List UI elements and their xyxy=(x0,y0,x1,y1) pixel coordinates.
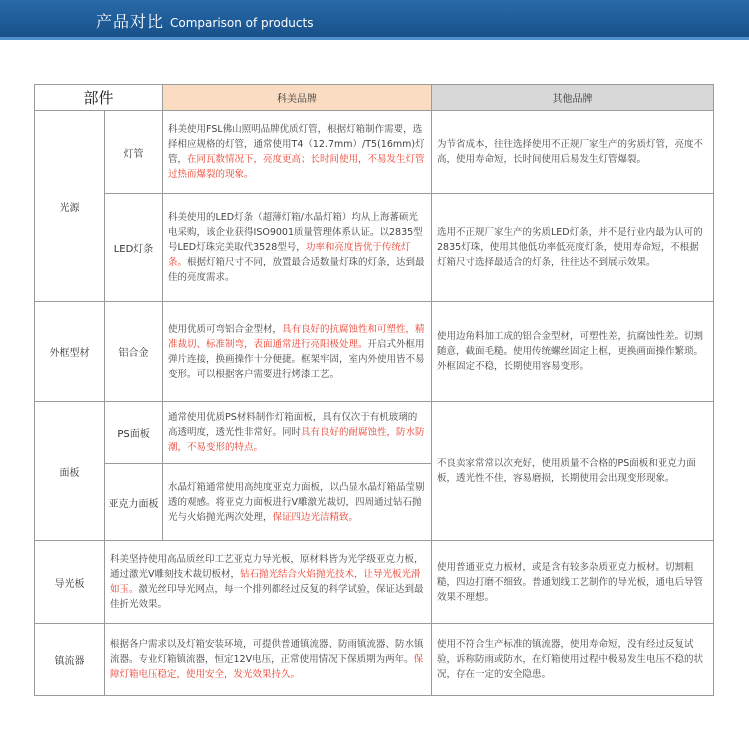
other-panel-text: 不良卖家常常以次充好，使用质量不合格的PS面板和亚克力面板，透光性不佳，容易磨损，长期使用会出现变形现象。 xyxy=(432,402,714,541)
header-other-brand: 其他品牌 xyxy=(432,85,714,111)
kemei-led-text-c: 根据灯箱尺寸不同，放置最合适数量灯珠的灯条，达到最佳的亮度需求。 xyxy=(168,257,425,283)
kemei-frame-text-a: 使用优质可弯铝合金型材， xyxy=(168,323,283,335)
kemei-tube-text-highlight: 在同瓦数情况下，亮度更高；长时间使用，不易发生灯管过热而爆裂的现象。 xyxy=(168,154,425,180)
kemei-light-guide-text-a: 科美坚持使用高品质丝印工艺亚克力导光板，原材料皆为光学级亚克力板，通过激光V雕刻技术裁切板材， xyxy=(110,554,424,580)
other-ballast-text: 使用不符合生产标准的镇流器，使用寿命短，没有经过反复试验，诉称防雨或防水，在灯箱使用过程中极易发生电压不稳的状况，存在一定的安全隐患。 xyxy=(432,624,714,696)
header-kemei-brand: 科美品牌 xyxy=(163,85,432,111)
kemei-ps-text-highlight: 具有良好的耐腐蚀性，防水防潮，不易变形的特点。 xyxy=(168,427,425,453)
kemei-acrylic-text-a: 水晶灯箱通常使用高纯度亚克力面板，以凸显水晶灯箱晶莹剔透的观感。将亚克力面板进行V雕激光裁切，四周通过钻石抛光与火焰抛光两次处理， xyxy=(168,481,425,523)
table-row-frame xyxy=(35,302,714,402)
table-row-light-guide xyxy=(35,541,714,624)
kemei-light-guide-text-highlight: 钻石抛光结合火焰抛光技术，让导光板光滑如玉。 xyxy=(110,569,421,595)
subcategory-led: LED灯条 xyxy=(105,194,163,302)
kemei-tube-text-a: 科美使用FSL佛山照明品牌优质灯管，根据灯箱制作需要，选择相应规格的灯管，通常使用T4（12.7mm）/T5(16mm)灯管， xyxy=(168,124,425,165)
category-ballast: 镇流器 xyxy=(35,624,105,696)
subcategory-tube: 灯管 xyxy=(105,111,163,194)
subcategory-acrylic-panel: 亚克力面板 xyxy=(105,464,163,541)
category-light-guide: 导光板 xyxy=(35,541,105,624)
kemei-acrylic-text-highlight: 保证四边光洁精致。 xyxy=(272,511,359,523)
table-row-ps-panel xyxy=(35,402,714,464)
kemei-led-text-a: 科美使用的LED灯条（超薄灯箱/水晶灯箱）均从上海蕃硕光电采购，该企业获得ISO9001质量管理体系认证。以2835型号LED灯珠完美取代3528型号， xyxy=(168,212,423,253)
category-light-source: 光源 xyxy=(35,111,105,302)
kemei-ballast-text-highlight: 保障灯箱电压稳定，使用安全，发光效果持久。 xyxy=(110,654,424,680)
other-frame-text: 使用边角料加工成的铝合金型材，可塑性差，抗腐蚀性差。切割随意，截面毛糙。使用传统螺丝固定上框，更换画面操作繁琐。外框固定不稳，长期使用容易变形。 xyxy=(432,302,714,402)
comparison-table xyxy=(34,84,714,696)
kemei-frame-text-c: 开启式外框用弹片连接，换画操作十分便捷。框架牢固，室内外使用皆不易变形。可以根据客户需要进行烤漆工艺。 xyxy=(168,338,425,380)
banner-stripe xyxy=(0,37,749,40)
kemei-tube-text xyxy=(163,111,432,194)
kemei-ps-text xyxy=(163,402,432,464)
subcategory-aluminum: 铝合金 xyxy=(105,302,163,402)
header-part: 部件 xyxy=(35,85,163,111)
banner-title xyxy=(96,9,313,32)
other-tube-text: 为节省成本，往往选择使用不正规厂家生产的劣质灯管，亮度不高，使用寿命短，长时间使用后易发生灯管爆裂。 xyxy=(432,111,714,194)
kemei-frame-text-highlight: 具有良好的抗腐蚀性和可塑性，精准裁切、标准制弯，表面通常进行亮阳极处理。 xyxy=(168,323,425,350)
subcategory-ps-panel: PS面板 xyxy=(105,402,163,464)
other-led-text: 选用不正规厂家生产的劣质LED灯条，并不是行业内最为认可的2835灯珠，使用其他低功率低亮度灯条，使用寿命短，不根据灯箱尺寸选择最适合的灯条，往往达不到展示效果。 xyxy=(432,194,714,302)
kemei-ballast-text-a: 根据各户需求以及灯箱安装环境，可提供普通镇流器、防雨镇流器、防水镇流器。专业灯箱镇流器，恒定12V电压，正常使用情况下保质期为两年。 xyxy=(110,639,424,665)
kemei-light-guide-text xyxy=(105,541,432,624)
kemei-acrylic-text xyxy=(163,464,432,541)
table-row-ballast xyxy=(35,624,714,696)
kemei-light-guide-text-c: 激光丝印导光网点，每一个排列都经过反复的科学试验，保证达到最佳折光效果。 xyxy=(110,584,424,610)
header-banner xyxy=(0,0,749,40)
kemei-ps-text-a: 通常使用优质PS材料制作灯箱面板，具有仅次于有机玻璃的高透明度，透光性非常好。同时 xyxy=(168,412,418,438)
table-row-tube xyxy=(35,111,714,194)
table-header-row xyxy=(35,85,714,111)
category-panel: 面板 xyxy=(35,402,105,541)
title-en: Comparison of products xyxy=(170,16,314,30)
kemei-ballast-text xyxy=(105,624,432,696)
kemei-led-text-highlight: 功率和亮度皆优于传统灯条。 xyxy=(168,242,411,268)
title-cn: 产品对比 xyxy=(96,12,165,31)
category-frame: 外框型材 xyxy=(35,302,105,402)
kemei-led-text xyxy=(163,194,432,302)
other-light-guide-text: 使用普通亚克力板材，或是含有较多杂质亚克力板材。切割粗糙，四边打磨不细致。普通划线工艺制作的导光板，通电后导管效果不理想。 xyxy=(432,541,714,624)
kemei-frame-text xyxy=(163,302,432,402)
table-row-led xyxy=(35,194,714,302)
